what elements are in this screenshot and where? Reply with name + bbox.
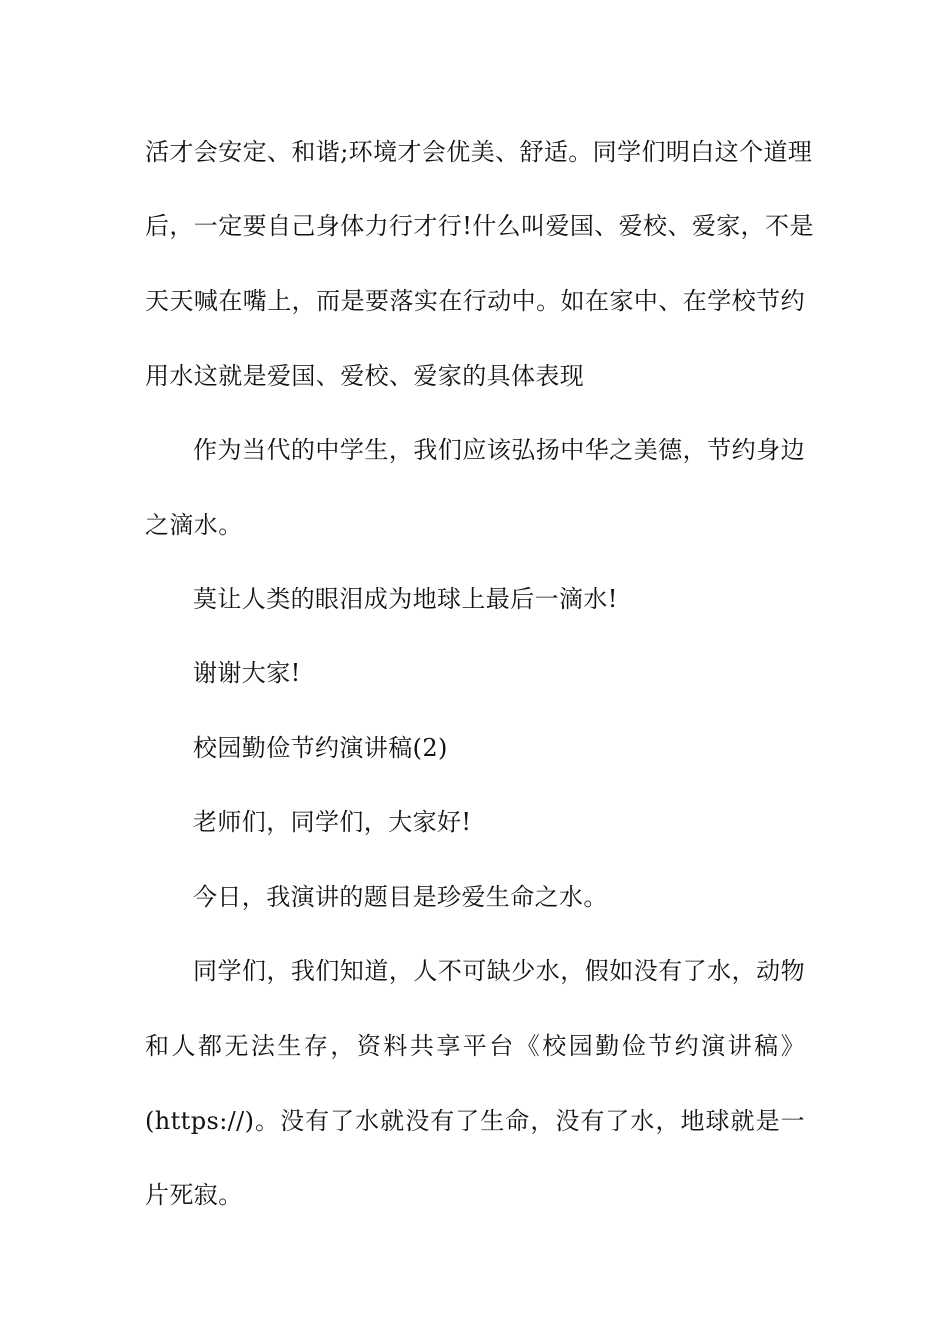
- text-line-8: 谢谢大家!: [193, 659, 301, 687]
- text-line-13: 和人都无法生存，资料共享平台《校园勤俭节约演讲稿》: [145, 1032, 805, 1060]
- text-line-12: 同学们，我们知道，人不可缺少水，假如没有了水，动物: [193, 957, 805, 985]
- text-line-15: 片死寂。: [145, 1181, 243, 1209]
- text-line-11: 今日，我演讲的题目是珍爱生命之水。: [193, 883, 608, 911]
- text-line-14: (https://)。没有了水就没有了生命，没有了水，地球就是一: [145, 1107, 805, 1135]
- text-line-4: 用水这就是爱国、爱校、爱家的具体表现: [145, 362, 585, 390]
- text-line-2: 后，一定要自己身体力行才行!什么叫爱国、爱校、爱家，不是: [145, 212, 814, 240]
- text-line-1: 活才会安定、和谐;环境才会优美、舒适。同学们明白这个道理: [145, 138, 813, 166]
- text-line-7: 莫让人类的眼泪成为地球上最后一滴水!: [193, 585, 618, 613]
- section-heading: 校园勤俭节约演讲稿(2): [193, 734, 448, 762]
- text-line-6: 之滴水。: [145, 511, 243, 539]
- text-line-5: 作为当代的中学生，我们应该弘扬中华之美德，节约身边: [193, 436, 805, 464]
- text-line-10: 老师们，同学们，大家好!: [193, 808, 472, 836]
- text-line-3: 天天喊在嘴上，而是要落实在行动中。如在家中、在学校节约: [145, 287, 805, 315]
